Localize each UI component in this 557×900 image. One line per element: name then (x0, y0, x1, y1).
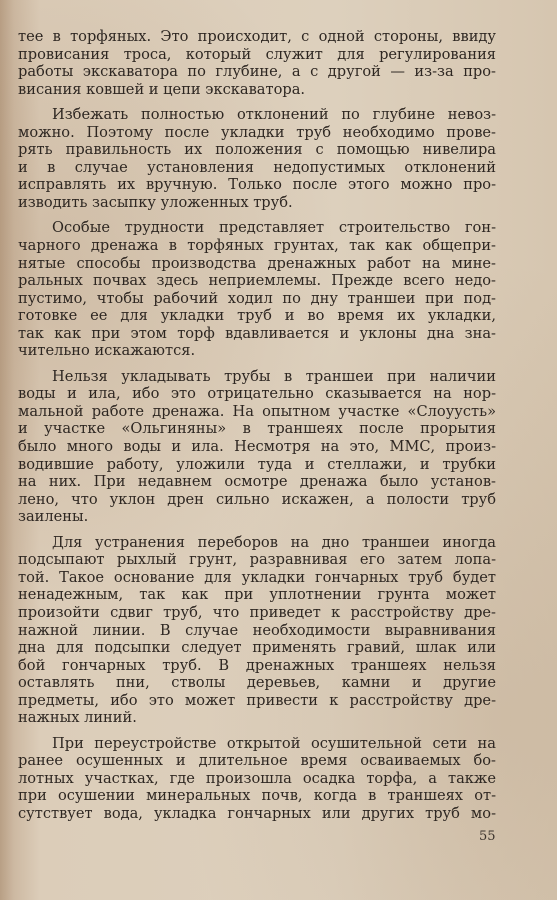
text-line: сутствует вода, укладка гончарных или других труб мо- (18, 804, 496, 822)
text-line: провисания троса, который служит для регулирования (18, 45, 496, 63)
text-line: предметы, ибо это может привести к расстройству дре- (18, 691, 496, 709)
text-line: произойти сдвиг труб, что приведет к расстройству дре- (18, 603, 496, 621)
text-line: было много воды и ила. Несмотря на это, ММС, произ- (18, 438, 496, 456)
text-line: чарного дренажа в торфяных грунтах, так как общепри- (18, 237, 496, 255)
text-line: подсыпают рыхлый грунт, разравнивая его затем лопа- (18, 551, 496, 569)
text-line: и в случае установления недопустимых отклонений (18, 158, 496, 176)
text-line: заилены. (18, 508, 89, 526)
text-line: исправлять их вручную. Только после этого можно про- (18, 176, 496, 194)
page-number: 55 (479, 829, 496, 844)
text-line: висания ковшей и цепи экскаватора. (18, 80, 306, 98)
text-line: и участке «Ольгиняны» в траншеях после прорытия (18, 420, 496, 438)
text-line: ненадежным, так как при уплотнении грунта может (18, 586, 496, 604)
text-line: так как при этом торф вдавливается и уклоны дна зна- (18, 324, 496, 342)
text-line: Для устранения переборов на дно траншеи иногда (52, 533, 496, 551)
text-line: готовке ее для укладки труб и во время их укладки, (18, 307, 496, 325)
text-line: оставлять пни, стволы деревьев, камни и другие (18, 674, 496, 692)
page-text (18, 28, 496, 831)
text-line: дна для подсыпки следует применять гравий, шлак или (18, 639, 496, 657)
text-line: мальной работе дренажа. На опытном участке «Слоуусть» (18, 402, 496, 420)
text-line: При переустройстве открытой осушительной сети на (52, 734, 496, 752)
text-line: чительно искажаются. (18, 342, 196, 360)
text-line: Особые трудности представляет строительство гон- (52, 219, 496, 237)
text-line: пустимо, чтобы рабочий ходил по дну траншеи при под- (18, 289, 496, 307)
text-line: той. Такое основание для укладки гончарных труб будет (18, 568, 496, 586)
text-line: Нельзя укладывать трубы в траншеи при наличии (52, 367, 496, 385)
text-line: Избежать полностью отклонений по глубине невоз- (52, 106, 496, 124)
text-line: тее в торфяных. Это происходит, с одной стороны, ввиду (18, 28, 496, 45)
text-line: на них. При недавнем осмотре дренажа было установ- (18, 473, 496, 491)
text-line: ранее осушенных и длительное время осваиваемых бо- (18, 752, 496, 770)
text-line: нажных линий. (18, 709, 137, 727)
text-line: рять правильность их положения с помощью нивелира (18, 141, 496, 159)
text-line: при осушении минеральных почв, когда в траншеях от- (18, 787, 496, 805)
text-line: лотных участках, где произошла осадка торфа, а также (18, 769, 496, 787)
text-line: водившие работу, уложили туда и стеллажи, и трубки (18, 455, 496, 473)
text-line: лено, что уклон дрен сильно искажен, а полости труб (18, 490, 496, 508)
text-line: воды и ила, ибо это отрицательно сказывается на нор- (18, 385, 496, 403)
text-line: изводить засыпку уложенных труб. (18, 193, 293, 211)
paragraph-6 (18, 735, 496, 823)
text-line: нятые способы производства дренажных работ на мине- (18, 254, 496, 272)
text-line: нажной линии. В случае необходимости выравнивания (18, 621, 496, 639)
paragraph-2 (18, 106, 496, 211)
paragraph-1 (18, 28, 496, 98)
paragraph-5 (18, 534, 496, 727)
paragraph-4 (18, 368, 496, 526)
text-line: работы экскаватора по глубине, а с другой — из-за про- (18, 63, 496, 81)
text-line: бой гончарных труб. В дренажных траншеях нельзя (18, 656, 496, 674)
text-line: ральных почвах здесь неприемлемы. Прежде всего недо- (18, 272, 496, 290)
paragraph-3 (18, 219, 496, 359)
text-line: можно. Поэтому после укладки труб необходимо прове- (18, 123, 496, 141)
